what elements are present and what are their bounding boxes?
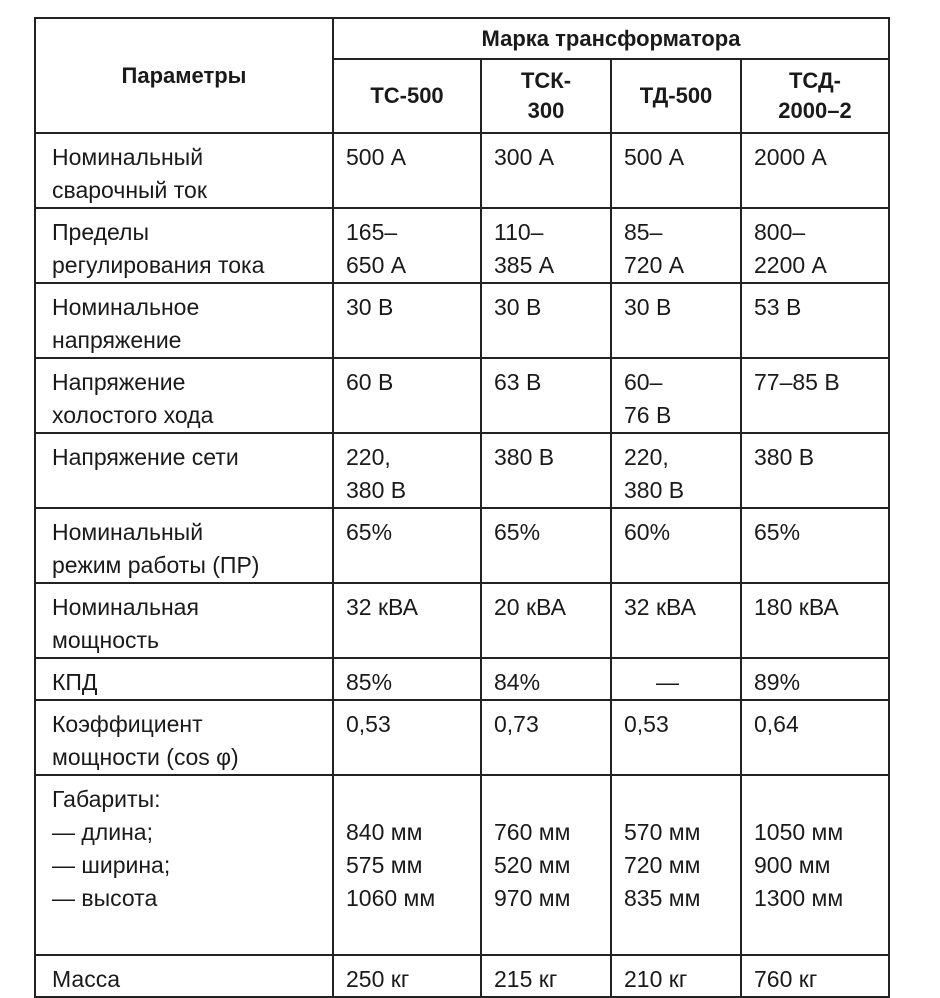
value-cell: 60– 76 В xyxy=(611,358,741,433)
model-header-td500: ТД-500 xyxy=(611,59,741,133)
value-cell: 380 В xyxy=(481,433,611,508)
value-cell: 570 мм 720 мм 835 мм xyxy=(611,775,741,955)
param-cell: Номинальная мощность xyxy=(35,583,333,658)
value-cell: 65% xyxy=(481,508,611,583)
value-cell: 500 А xyxy=(611,133,741,208)
value-cell: 89% xyxy=(741,658,889,700)
value-cell: 0,64 xyxy=(741,700,889,775)
value-cell: 77–85 В xyxy=(741,358,889,433)
params-header: Параметры xyxy=(35,18,333,133)
param-cell: Масса xyxy=(35,955,333,997)
param-cell: Габариты: — длина; — ширина; — высота xyxy=(35,775,333,955)
value-cell: 210 кг xyxy=(611,955,741,997)
value-cell: 760 мм 520 мм 970 мм xyxy=(481,775,611,955)
table-row xyxy=(35,283,889,358)
table-row xyxy=(35,775,889,955)
value-cell: 30 В xyxy=(481,283,611,358)
table-row xyxy=(35,358,889,433)
param-cell: Номинальное напряжение xyxy=(35,283,333,358)
value-cell: 85– 720 А xyxy=(611,208,741,283)
param-cell: Номинальный режим работы (ПР) xyxy=(35,508,333,583)
table-row xyxy=(35,658,889,700)
value-cell: 60% xyxy=(611,508,741,583)
model-header-tsd2000: ТСД- 2000–2 xyxy=(741,59,889,133)
value-cell: 220, 380 В xyxy=(333,433,481,508)
table-row xyxy=(35,700,889,775)
transformer-specs-table xyxy=(34,17,890,998)
value-cell: 65% xyxy=(333,508,481,583)
param-cell: Пределы регулирования тока xyxy=(35,208,333,283)
table-row xyxy=(35,208,889,283)
value-cell: 84% xyxy=(481,658,611,700)
value-cell: 30 В xyxy=(611,283,741,358)
value-cell: 300 А xyxy=(481,133,611,208)
model-header-ts500: ТС-500 xyxy=(333,59,481,133)
value-cell: 0,73 xyxy=(481,700,611,775)
value-cell: 380 В xyxy=(741,433,889,508)
param-cell: Коэффициент мощности (cos φ) xyxy=(35,700,333,775)
table-row xyxy=(35,433,889,508)
value-cell: 215 кг xyxy=(481,955,611,997)
param-cell: Напряжение сети xyxy=(35,433,333,508)
value-cell: 500 А xyxy=(333,133,481,208)
param-cell: Номинальный сварочный ток xyxy=(35,133,333,208)
table-row xyxy=(35,583,889,658)
param-cell: КПД xyxy=(35,658,333,700)
value-cell: 2000 А xyxy=(741,133,889,208)
value-cell: 53 В xyxy=(741,283,889,358)
param-cell: Напряжение холостого хода xyxy=(35,358,333,433)
model-header-tsk300: ТСК- 300 xyxy=(481,59,611,133)
table-row xyxy=(35,133,889,208)
value-cell: 32 кВА xyxy=(333,583,481,658)
value-cell: 840 мм 575 мм 1060 мм xyxy=(333,775,481,955)
table-row xyxy=(35,508,889,583)
value-cell: 60 В xyxy=(333,358,481,433)
model-group-header: Марка трансформатора xyxy=(333,18,889,59)
value-cell: 0,53 xyxy=(611,700,741,775)
value-cell: 110– 385 А xyxy=(481,208,611,283)
value-cell: 63 В xyxy=(481,358,611,433)
value-cell: 32 кВА xyxy=(611,583,741,658)
value-cell: 30 В xyxy=(333,283,481,358)
value-cell: 220, 380 В xyxy=(611,433,741,508)
value-cell: 65% xyxy=(741,508,889,583)
value-cell: — xyxy=(611,658,741,700)
value-cell: 20 кВА xyxy=(481,583,611,658)
value-cell: 0,53 xyxy=(333,700,481,775)
table-row xyxy=(35,955,889,997)
value-cell: 180 кВА xyxy=(741,583,889,658)
table-container xyxy=(34,17,890,998)
value-cell: 250 кг xyxy=(333,955,481,997)
value-cell: 1050 мм 900 мм 1300 мм xyxy=(741,775,889,955)
value-cell: 760 кг xyxy=(741,955,889,997)
value-cell: 165– 650 А xyxy=(333,208,481,283)
value-cell: 85% xyxy=(333,658,481,700)
value-cell: 800– 2200 А xyxy=(741,208,889,283)
